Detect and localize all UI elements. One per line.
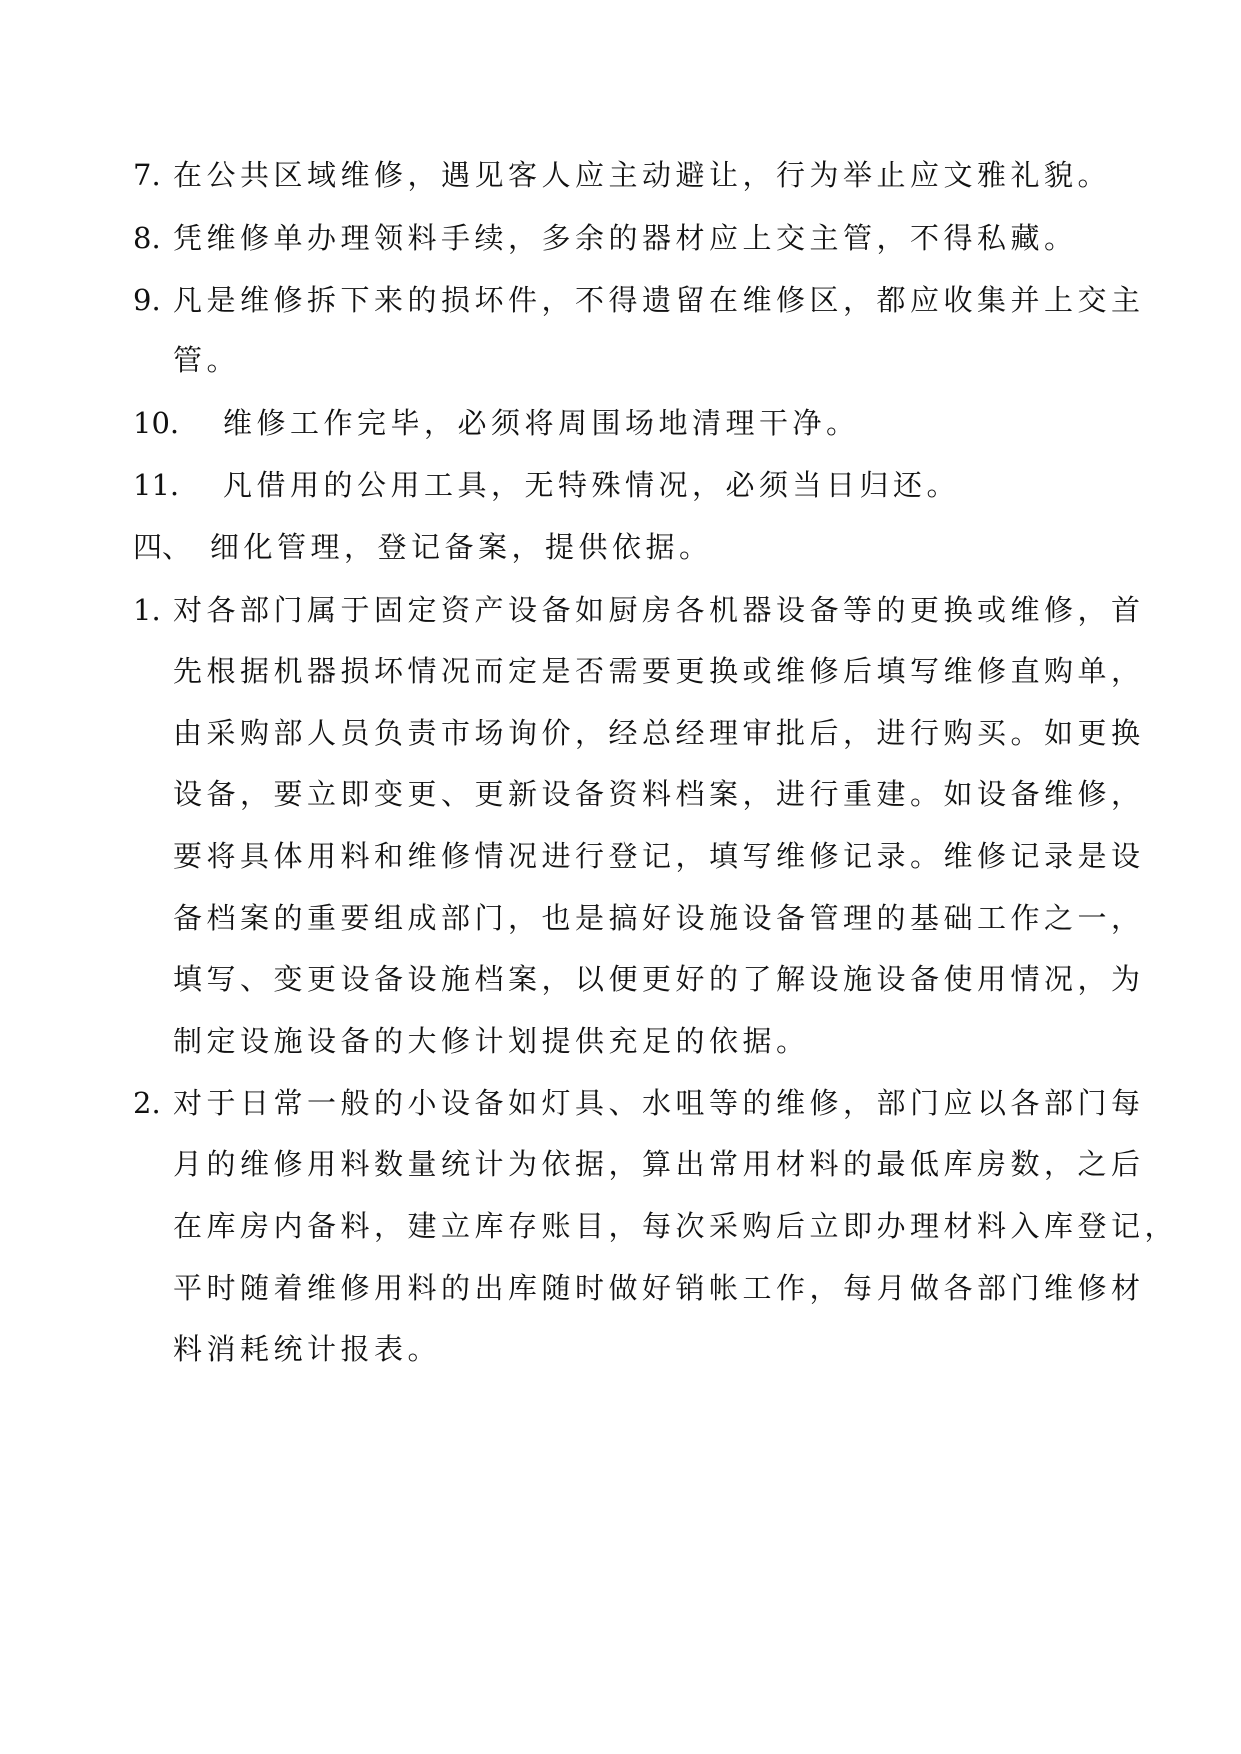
item-text: 制定设施设备的大修计划提供充足的依据。 <box>173 1024 810 1058</box>
item-text: 凭维修单办理领料手续，多余的器材应上交主管，不得私藏。 <box>173 221 1078 255</box>
item-text: 平时随着维修用料的出库随时做好销帐工作，每月做各部门维修材 <box>173 1271 1145 1305</box>
item-number: 7. <box>133 158 161 192</box>
item-text: 管。 <box>173 343 241 377</box>
item-text: 先根据机器损坏情况而定是否需要更换或维修后填写维修直购单， <box>173 654 1145 688</box>
section-title: 细化管理，登记备案，提供依据。 <box>210 530 713 564</box>
item-text: 备档案的重要组成部门，也是搞好设施设备管理的基础工作之一， <box>173 901 1145 935</box>
item-number: 10. <box>133 406 180 440</box>
item-text: 凡是维修拆下来的损坏件，不得遗留在维修区，都应收集并上交主 <box>173 283 1145 317</box>
item-text: 填写、变更设备设施档案，以便更好的了解设施设备使用情况，为 <box>173 962 1145 996</box>
item-text: 凡借用的公用工具，无特殊情况，必须当日归还。 <box>223 468 961 502</box>
item-text: 料消耗统计报表。 <box>173 1332 442 1366</box>
item-text: 由采购部人员负责市场询价，经总经理审批后，进行购买。如更换 <box>173 716 1145 750</box>
item-number: 8. <box>133 221 161 255</box>
section-number: 四、 <box>133 530 192 564</box>
item-text: 要将具体用料和维修情况进行登记，填写维修记录。维修记录是设 <box>173 839 1145 873</box>
item-number: 1. <box>133 593 161 627</box>
item-text: 设备，要立即变更、更新设备资料档案，进行重建。如设备维修， <box>173 777 1145 811</box>
item-text: 在公共区域维修，遇见客人应主动避让，行为举止应文雅礼貌。 <box>173 158 1112 192</box>
item-text: 对各部门属于固定资产设备如厨房各机器设备等的更换或维修，首 <box>173 593 1145 627</box>
item-text: 月的维修用料数量统计为依据，算出常用材料的最低库房数，之后 <box>173 1147 1145 1181</box>
item-number: 11. <box>133 468 180 502</box>
item-text: 维修工作完毕，必须将周围场地清理干净。 <box>223 406 860 440</box>
item-text: 在库房内备料，建立库存账目，每次采购后立即办理材料入库登记， <box>173 1209 1179 1243</box>
item-number: 2. <box>133 1086 161 1120</box>
item-text: 对于日常一般的小设备如灯具、水咀等的维修，部门应以各部门每 <box>173 1086 1145 1120</box>
item-number: 9. <box>133 283 161 317</box>
